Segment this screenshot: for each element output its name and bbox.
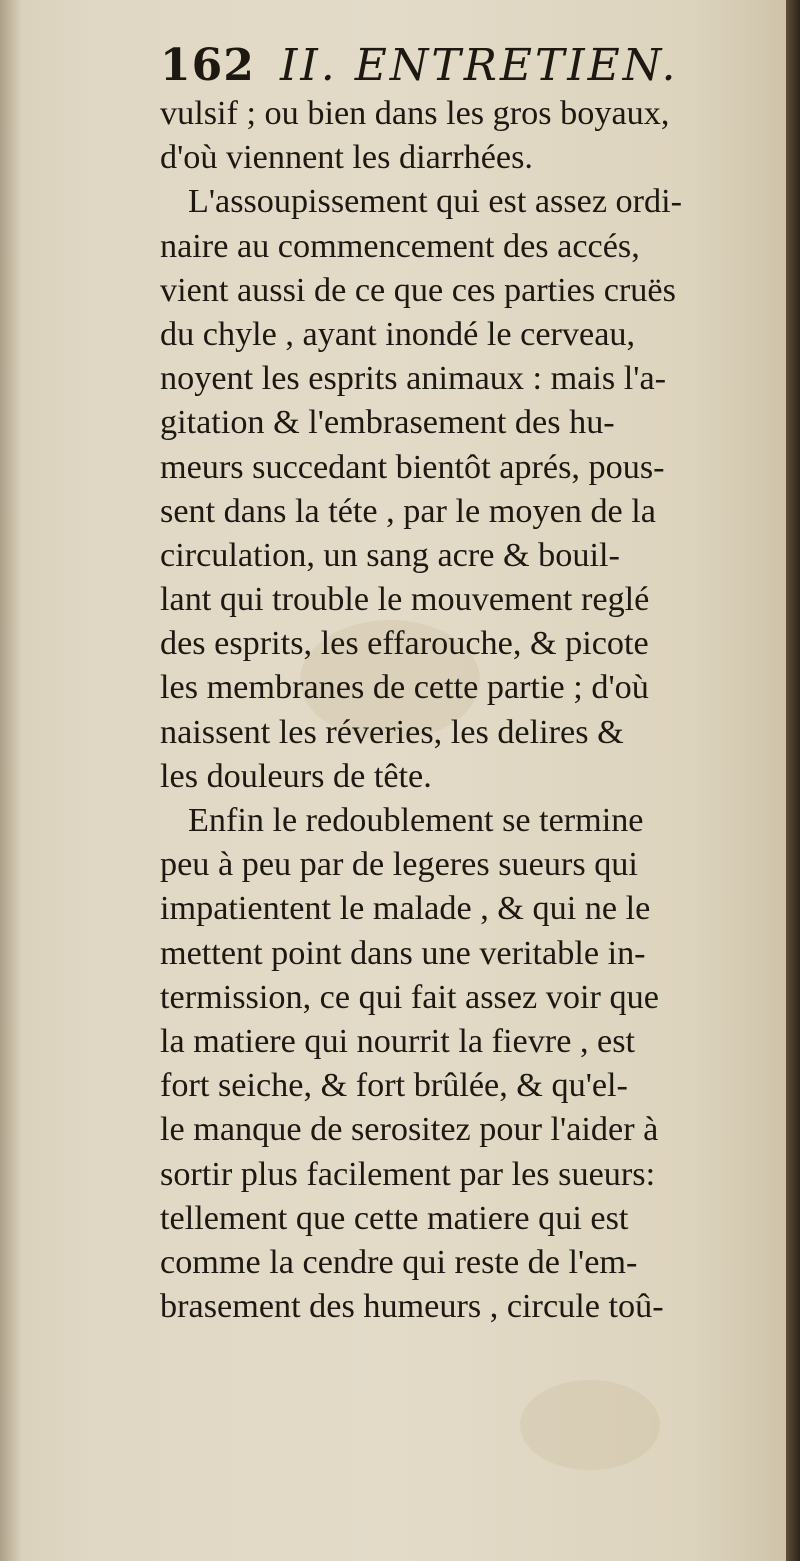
text-line: les douleurs de tête. — [160, 757, 432, 795]
text-line: fort seiche, & fort brûlée, & qu'el- — [160, 1067, 628, 1105]
text-line: vient aussi de ce que ces parties cruës — [160, 271, 676, 309]
text-line: vulsif ; ou bien dans les gros boyaux, — [160, 95, 670, 132]
text-line: du chyle , ayant inondé le cerveau, — [160, 315, 636, 353]
text-line: impatientent le malade , & qui ne le — [160, 890, 651, 928]
text-line: brasement des humeurs , circule toû- — [160, 1288, 664, 1326]
paper-stain — [520, 1380, 660, 1470]
running-title: II. ENTRETIEN. — [280, 40, 679, 91]
text-line: d'où viennent les diarrhées. — [160, 139, 533, 177]
gutter-shadow — [0, 0, 22, 1561]
page-header — [160, 40, 770, 100]
body-text — [160, 92, 786, 1329]
text-line: circulation, un sang acre & bouil- — [160, 536, 620, 574]
text-line: la matiere qui nourrit la fievre , est — [160, 1022, 636, 1060]
text-line: sortir plus facilement par les sueurs: — [160, 1155, 656, 1193]
text-line: sent dans la téte , par le moyen de la — [160, 492, 656, 530]
text-line: tellement que cette matiere qui est — [160, 1199, 629, 1237]
text-line: meurs succedant bientôt aprés, pous- — [160, 448, 665, 486]
text-line: naissent les réveries, les delires & — [160, 713, 624, 751]
page-number: 162 — [160, 40, 255, 91]
text-line: naire au commencement des accés, — [160, 227, 640, 265]
text-line: mettent point dans une veritable in- — [160, 934, 646, 972]
text-line: les membranes de cette partie ; d'où — [160, 669, 649, 707]
text-line: noyent les esprits animaux : mais l'a- — [160, 360, 667, 398]
text-line: gitation & l'embrasement des hu- — [160, 404, 615, 442]
text-line: comme la cendre qui reste de l'em- — [160, 1243, 638, 1281]
paragraph-start-line: L'assoupissement qui est assez ordi- — [188, 183, 682, 221]
page-edge — [786, 0, 800, 1561]
text-line: le manque de serositez pour l'aider à — [160, 1111, 659, 1149]
text-line: lant qui trouble le mouvement reglé — [160, 581, 650, 619]
text-line: des esprits, les effarouche, & picote — [160, 625, 649, 663]
text-line: termission, ce qui fait assez voir que — [160, 978, 659, 1016]
paragraph-start-line: Enfin le redoublement se termine — [188, 802, 644, 839]
text-line: peu à peu par de legeres sueurs qui — [160, 846, 638, 884]
